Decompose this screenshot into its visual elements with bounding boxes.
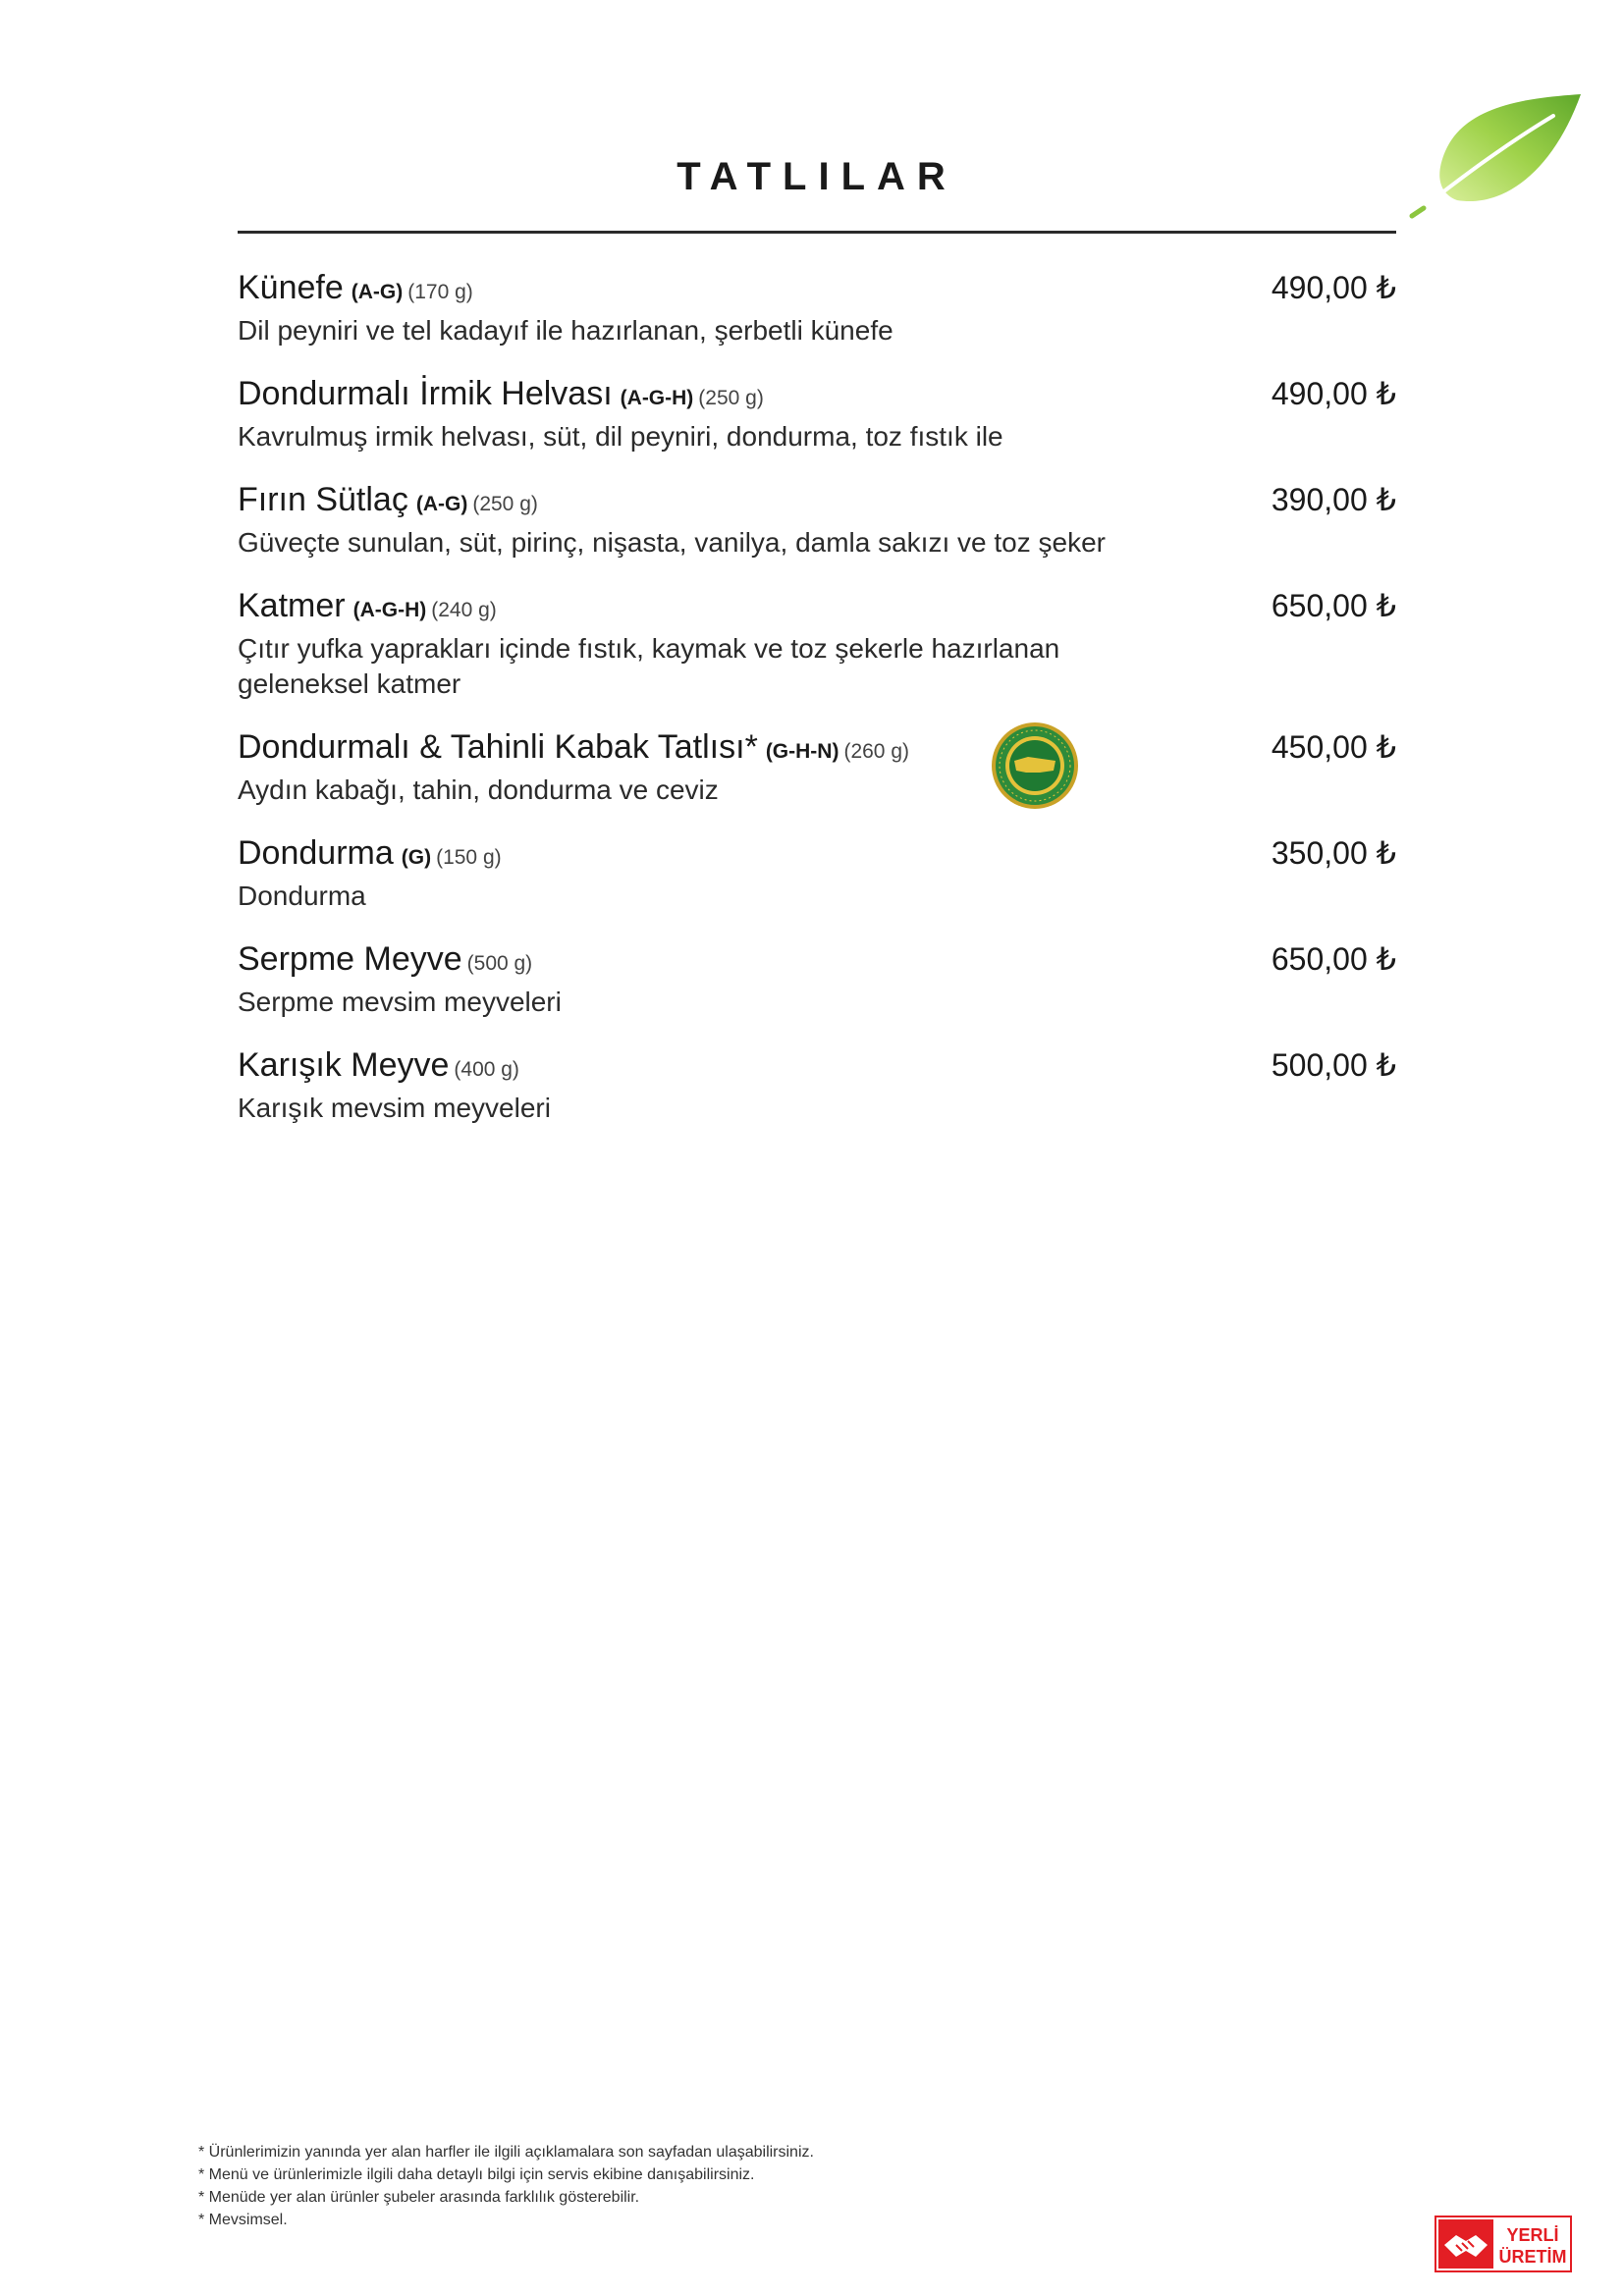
green-leaf-icon xyxy=(1406,92,1583,222)
item-description: Kavrulmuş irmik helvası, süt, dil peyniri, dondurma, toz fıstık ile xyxy=(238,421,1003,452)
menu-item xyxy=(238,481,1396,561)
geographical-indication-seal-icon xyxy=(991,721,1079,810)
item-name: Katmer xyxy=(238,587,346,624)
allergen-code: (A-G-H) xyxy=(620,387,694,409)
item-price: 490,00 ₺ xyxy=(1271,376,1396,411)
item-weight: (250 g) xyxy=(472,493,538,515)
item-description: Dil peyniri ve tel kadayıf ile hazırlanan, şerbetli künefe xyxy=(238,315,893,346)
footnotes xyxy=(198,2141,814,2231)
allergen-code: (A-G) xyxy=(415,493,468,515)
item-price: 450,00 ₺ xyxy=(1271,729,1396,765)
badge-line2: ÜRETİM xyxy=(1498,2247,1567,2267)
footnote: * Mevsimsel. xyxy=(198,2212,288,2228)
allergen-code: (G-H-N) xyxy=(765,740,839,763)
badge-line1: YERLİ xyxy=(1506,2225,1559,2245)
item-name: Dondurmalı İrmik Helvası xyxy=(238,375,613,412)
yerli-uretim-badge xyxy=(1435,2216,1572,2272)
menu-item xyxy=(238,940,1396,1020)
item-description: Serpme mevsim meyveleri xyxy=(238,987,562,1017)
footnote: * Menü ve ürünlerimizle ilgili daha detaylı bilgi için servis ekibine danışabilirsiniz. xyxy=(198,2166,755,2183)
item-weight: (260 g) xyxy=(843,740,909,763)
allergen-code: (A-G-H) xyxy=(352,599,427,621)
item-description: Çıtır yufka yaprakları içinde fıstık, kaymak ve toz şekerle hazırlanan geleneksel katmer xyxy=(238,633,1060,699)
page-title: TATLILAR xyxy=(677,155,957,198)
allergen-code: (G) xyxy=(401,846,432,869)
footnote: * Ürünlerimizin yanında yer alan harfler ile ilgili açıklamalara son sayfadan ulaşabilirsiniz. xyxy=(198,2144,814,2161)
dessert-menu-list xyxy=(238,269,1396,1152)
item-weight: (150 g) xyxy=(436,846,502,869)
item-price: 500,00 ₺ xyxy=(1271,1047,1396,1083)
item-price: 650,00 ₺ xyxy=(1271,588,1396,623)
item-weight: (170 g) xyxy=(407,281,473,303)
item-weight: (240 g) xyxy=(431,599,497,621)
item-price: 390,00 ₺ xyxy=(1271,482,1396,517)
item-name: Serpme Meyve xyxy=(238,940,462,978)
item-description: Aydın kabağı, tahin, dondurma ve ceviz xyxy=(238,774,719,805)
item-price: 650,00 ₺ xyxy=(1271,941,1396,977)
item-name: Dondurmalı & Tahinli Kabak Tatlısı* xyxy=(238,728,758,766)
menu-item xyxy=(238,728,1396,808)
item-weight: (400 g) xyxy=(454,1058,519,1081)
menu-item xyxy=(238,834,1396,914)
item-weight: (250 g) xyxy=(698,387,764,409)
menu-item xyxy=(238,1046,1396,1126)
item-name: Fırın Sütlaç xyxy=(238,481,408,518)
item-description: Dondurma xyxy=(238,881,366,911)
menu-item xyxy=(238,269,1396,348)
item-description: Güveçte sunulan, süt, pirinç, nişasta, vanilya, damla sakızı ve toz şeker xyxy=(238,527,1106,558)
title-divider xyxy=(238,231,1396,234)
item-name: Karışık Meyve xyxy=(238,1046,450,1084)
item-weight: (500 g) xyxy=(466,952,533,975)
footnote: * Menüde yer alan ürünler şubeler arasında farklılık gösterebilir. xyxy=(198,2189,640,2206)
allergen-code: (A-G) xyxy=(351,281,404,303)
item-price: 490,00 ₺ xyxy=(1271,270,1396,305)
menu-item xyxy=(238,587,1396,702)
item-name: Dondurma xyxy=(238,834,394,872)
item-price: 350,00 ₺ xyxy=(1271,835,1396,871)
item-description: Karışık mevsim meyveleri xyxy=(238,1093,551,1123)
item-name: Künefe xyxy=(238,269,344,306)
menu-item xyxy=(238,375,1396,454)
